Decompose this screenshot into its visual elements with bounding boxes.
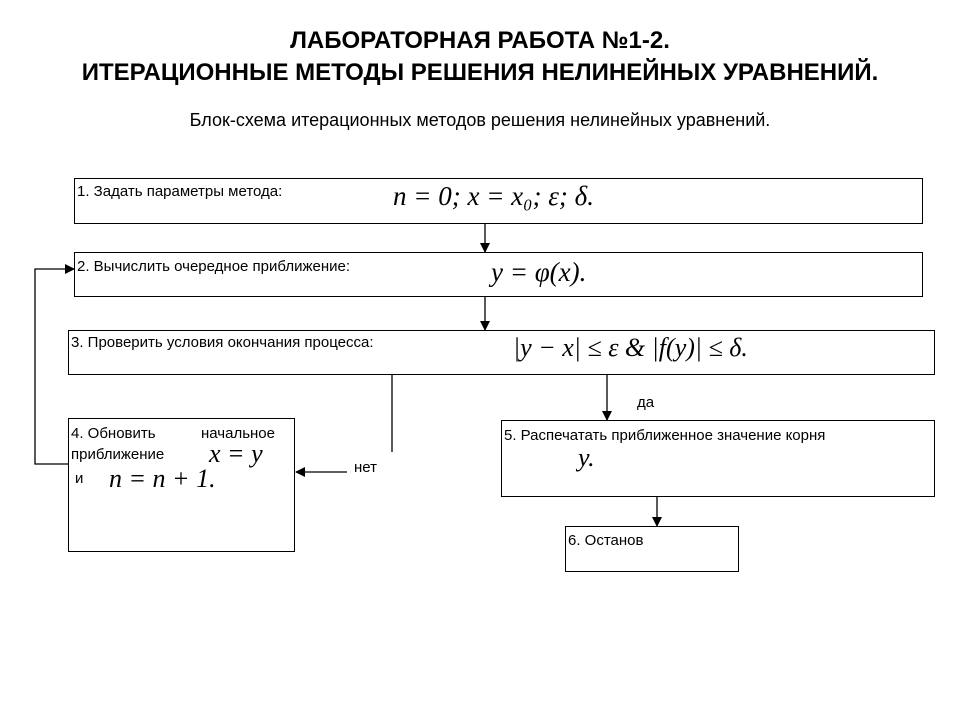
step-4-formula-1: x = y — [209, 439, 263, 468]
step-1-formula: n = 0; x = x₀; ε; δ. — [393, 181, 594, 211]
step-6-box — [565, 526, 739, 572]
step-4-word-approx: приближение — [71, 446, 165, 463]
step-2-box — [74, 252, 923, 297]
step-6-label: 6. Останов — [568, 532, 644, 549]
step-3-box — [68, 330, 935, 375]
step-3-formula: |y − x| ≤ ε & |f(y)| ≤ δ. — [513, 333, 748, 362]
branch-no-label: нет — [354, 459, 377, 476]
step-4-formula-2: n = n + 1. — [109, 464, 216, 493]
step-5-box — [501, 420, 935, 497]
step-2-label: 2. Вычислить очередное приближение: — [77, 258, 350, 275]
subtitle: Блок-схема итерационных методов решения нелинейных уравнений. — [189, 110, 771, 130]
title-line-1: ЛАБОРАТОРНАЯ РАБОТА №1-2. — [290, 27, 670, 54]
step-4-box — [68, 418, 295, 552]
step-4-word-update: 4. Обновить — [71, 425, 156, 442]
step-4-word-and: и — [75, 470, 84, 487]
step-1-box — [74, 178, 923, 224]
branch-yes-label: да — [637, 394, 655, 411]
step-1-label: 1. Задать параметры метода: — [77, 183, 283, 200]
step-2-formula: y = φ(x). — [491, 257, 587, 287]
step-5-label: 5. Распечатать приближенное значение корня — [504, 427, 826, 444]
title-line-2: ИТЕРАЦИОННЫЕ МЕТОДЫ РЕШЕНИЯ НЕЛИНЕЙНЫХ УРАВНЕНИЙ. — [81, 59, 879, 86]
step-3-label: 3. Проверить условия окончания процесса: — [71, 334, 374, 351]
step-4-word-initial: начальное — [201, 425, 275, 442]
step-5-formula: y. — [578, 443, 595, 472]
